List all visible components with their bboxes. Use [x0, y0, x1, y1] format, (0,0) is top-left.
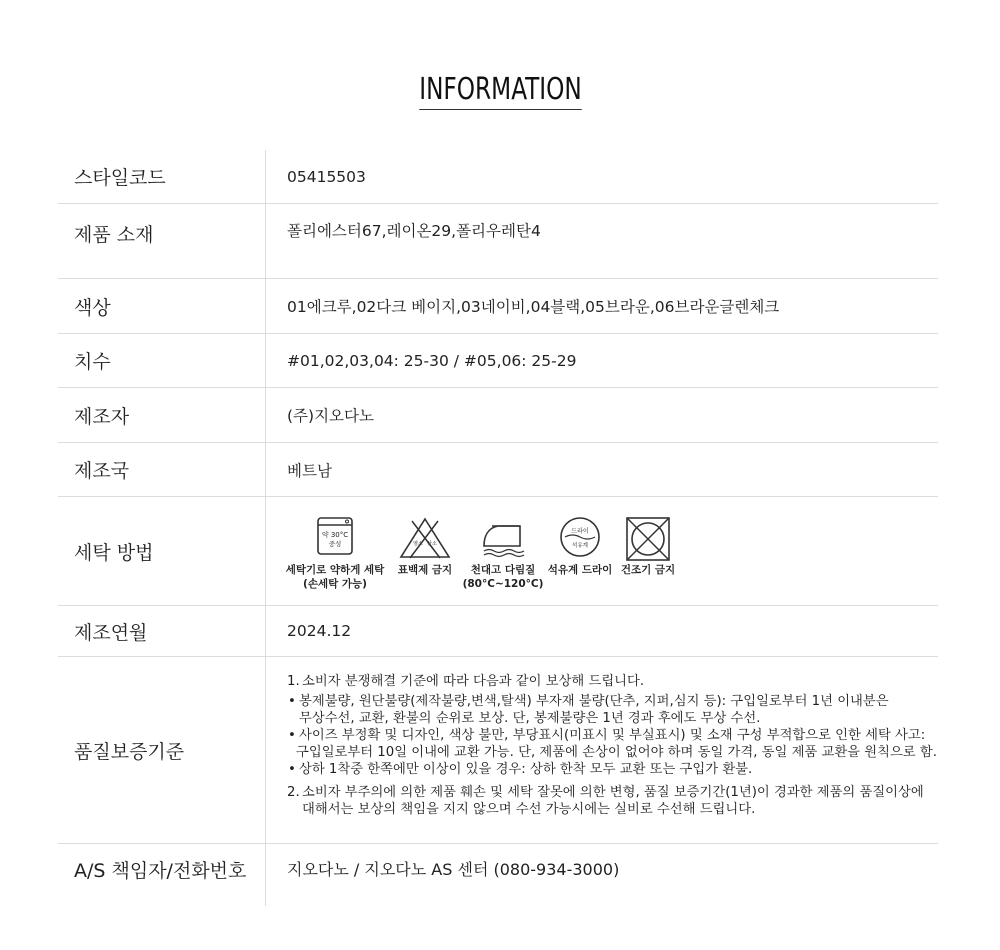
- row-label: 스타일코드: [58, 150, 266, 203]
- warranty-line: 상하 1착중 한쪽에만 이상이 있을 경우: 상하 한착 모두 교환 또는 구입가 환불.: [299, 762, 753, 777]
- bullet-dot: •: [288, 728, 296, 743]
- care-item-dry-clean: [543, 516, 617, 577]
- row-value: (주)지오다노: [287, 407, 374, 425]
- row-value: 지오다노 / 지오다노 AS 센터 (080-934-3000): [287, 860, 620, 879]
- care-item-wash: [283, 516, 387, 591]
- page-title: INFORMATION: [419, 72, 581, 110]
- warranty-line: 소비자 부주의에 의한 제품 훼손 및 세탁 잘못에 의한 변형, 품질 보증기간(1년)이 경과한 제품의 품질이상에: [302, 785, 924, 800]
- care-item-bleach: [387, 516, 463, 577]
- row-label: 품질보증기준: [58, 657, 266, 843]
- warranty-item-1: [287, 673, 938, 690]
- row-material: [58, 204, 938, 279]
- row-care: [58, 497, 938, 606]
- care-icon-list: [283, 516, 679, 591]
- care-caption-sub: (손세탁 가능): [303, 577, 367, 590]
- wash-detergent-text: 중성: [328, 539, 342, 548]
- care-caption: 건조기 금지: [620, 563, 676, 576]
- row-label: 제조국: [58, 443, 266, 496]
- page-title-wrap: [0, 72, 1000, 110]
- row-value: #01,02,03,04: 25-30 / #05,06: 25-29: [287, 351, 577, 370]
- row-warranty: [58, 657, 938, 844]
- row-label: 제조연월: [58, 606, 266, 656]
- warranty-line: 대해서는 보상의 책임을 지지 않으며 수선 가능시에는 실비로 수선해 드립니다.: [302, 802, 756, 817]
- warranty-text: [287, 657, 938, 843]
- info-table: [58, 150, 938, 906]
- dry-clean-icon: [558, 516, 602, 558]
- care-caption: 세탁기로 약하게 세탁: [285, 563, 385, 576]
- washing-tub-icon: [316, 516, 354, 556]
- warranty-line: 소비자 분쟁해결 기준에 따라 다음과 같이 보상해 드립니다.: [302, 674, 645, 689]
- no-tumble-dry-icon: [625, 516, 671, 562]
- care-caption: 석유계 드라이: [547, 563, 613, 576]
- bullet-dot: •: [288, 694, 296, 709]
- care-caption: 표백제 금지: [397, 563, 453, 576]
- row-style-code: [58, 150, 938, 204]
- care-icons: [283, 497, 938, 605]
- bleach-chlorine-text: 염소: [413, 540, 423, 547]
- row-value: 2024.12: [287, 622, 352, 640]
- row-label: 제품 소재: [58, 204, 266, 278]
- wash-temp-text: 약 30°C: [321, 530, 349, 539]
- dry-clean-solvent-text: 석유계: [572, 542, 588, 549]
- row-value: 폴리에스터67,레이온29,폴리우레탄4: [287, 222, 541, 240]
- bullet-dot: •: [288, 762, 296, 777]
- row-label: A/S 책임자/전화번호: [58, 844, 266, 906]
- warranty-line: 봉제불량, 원단불량(제작불량,변색,탈색) 부자재 불량(단추, 지퍼,심지 등): 구입일로부터 1년 이내분은: [299, 694, 889, 709]
- warranty-bullet: [287, 693, 938, 727]
- care-item-iron: [463, 516, 543, 591]
- row-color: [58, 279, 938, 334]
- row-manufacturer: [58, 388, 938, 443]
- row-size: [58, 334, 938, 388]
- care-caption: 천대고 다림질: [470, 563, 536, 576]
- warranty-num: 2.: [287, 785, 300, 800]
- no-bleach-icon: [398, 516, 452, 560]
- warranty-item-2: [287, 784, 938, 818]
- warranty-bullet: [287, 761, 938, 778]
- row-date: [58, 606, 938, 657]
- row-value: 01에크루,02다크 베이지,03네이비,04블랙,05브라운,06브라운글렌체크: [287, 298, 780, 316]
- row-label: 치수: [58, 334, 266, 387]
- row-value: 05415503: [287, 167, 366, 186]
- row-as: [58, 844, 938, 906]
- row-label: 세탁 방법: [58, 497, 266, 605]
- care-caption-sub: (80°C~120°C): [462, 577, 544, 590]
- row-label: 색상: [58, 279, 266, 333]
- row-value: 베트남: [287, 461, 332, 480]
- bleach-oxygen-text: 산소: [427, 540, 437, 547]
- warranty-line: 무상수선, 교환, 환불의 순위로 보상. 단, 봉제불량은 1년 경과 후에도 무상 수선.: [299, 711, 761, 726]
- row-country: [58, 443, 938, 497]
- dry-clean-text: 드라이: [571, 527, 589, 535]
- iron-icon: [480, 516, 526, 558]
- warranty-line: 구입일로부터 10일 이내에 교환 가능. 단, 제품에 손상이 없어야 하며 동일 가격, 동일 제품 교환을 원칙으로 함.: [296, 745, 937, 760]
- warranty-num: 1.: [287, 674, 300, 689]
- row-label: 제조자: [58, 388, 266, 442]
- care-item-tumble: [617, 516, 679, 577]
- warranty-line: 사이즈 부정확 및 디자인, 색상 불만, 부당표시(미표시 및 부실표시) 및 소재 구성 부적합으로 인한 세탁 사고:: [299, 728, 926, 743]
- warranty-bullet: [287, 727, 938, 761]
